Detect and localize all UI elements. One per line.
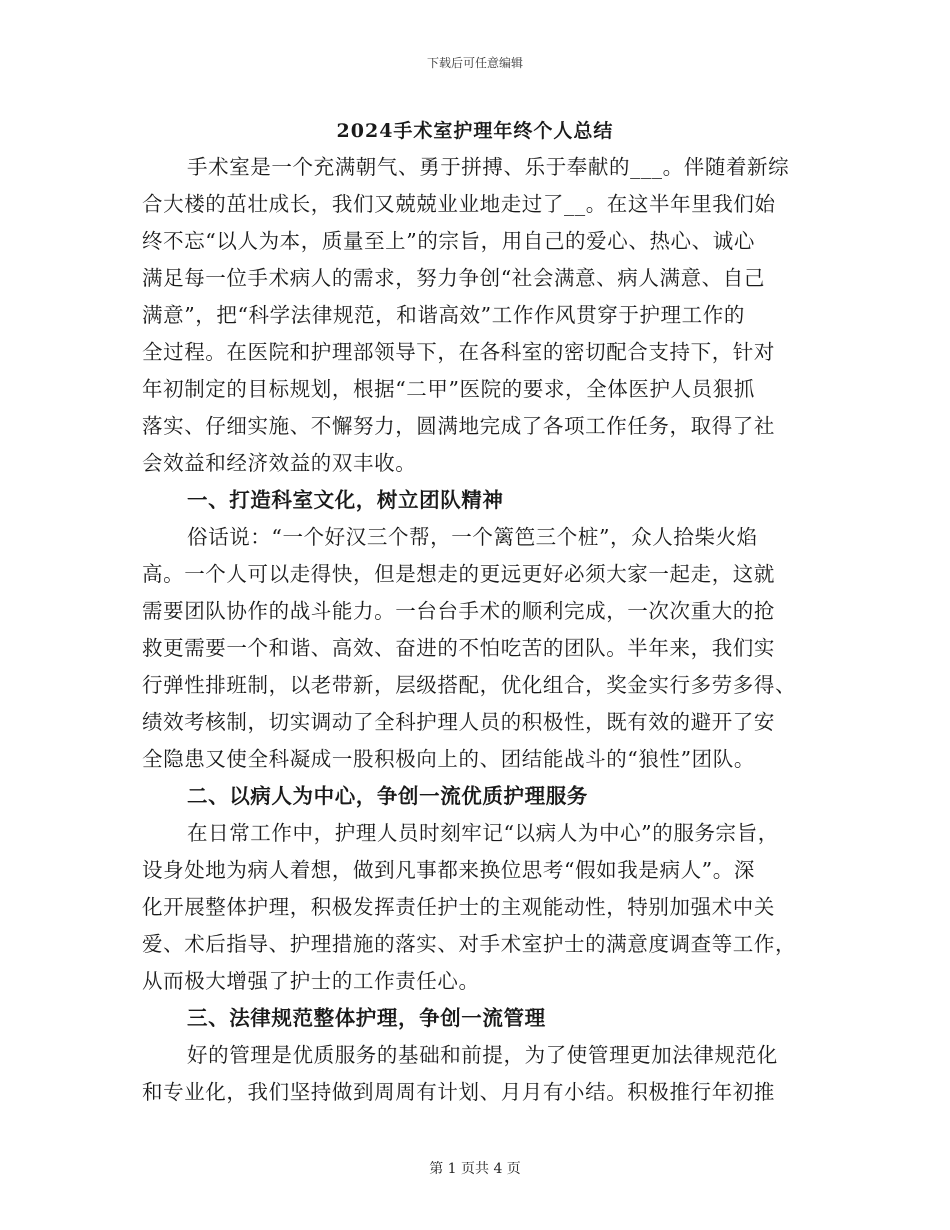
section-heading: 二、以病人为中心，争创一流优质护理服务 (187, 784, 588, 808)
body-text-line: 满意”，把“科学法律规范，和谐高效”工作作风贯穿于护理工作的 (142, 303, 745, 327)
body-text-line: 手术室是一个充满朝气、勇于拼搏、乐于奉献的___。伴随着新综 (187, 155, 790, 179)
body-text-line: 绩效考核制，切实调动了全科护理人员的积极性，既有效的避开了安 (142, 710, 775, 734)
body-text-line: 落实、仔细实施、不懈努力，圆满地完成了各项工作任务，取得了社 (142, 414, 775, 438)
body-text-line: 需要团队协作的战斗能力。一台台手术的顺利完成，一次次重大的抢 (142, 599, 775, 623)
body-text-line: 终不忘“以人为本，质量至上”的宗旨，用自己的爱心、热心、诚心 (142, 229, 755, 253)
body-text-line: 爱、术后指导、护理措施的落实、对手术室护士的满意度调查等工作， (142, 932, 797, 956)
body-text-line: 设身处地为病人着想，做到凡事都来换位思考“假如我是病人”。深 (142, 858, 755, 882)
body-text-line: 全过程。在医院和护理部领导下，在各科室的密切配合支持下，针对 (142, 340, 775, 364)
body-text-line: 合大楼的茁壮成长，我们又兢兢业业地走过了__。在这半年里我们始 (142, 192, 776, 216)
section-heading: 三、法律规范整体护理，争创一流管理 (187, 1006, 546, 1030)
document-title: 2024手术室护理年终个人总结 (336, 120, 614, 142)
body-text-line: 全隐患又使全科凝成一股积极向上的、团结能战斗的“狼性”团队。 (142, 747, 755, 771)
body-text-line: 会效益和经济效益的双丰收。 (142, 451, 417, 475)
body-text-line: 年初制定的目标规划，根据“二甲”医院的要求，全体医护人员狠抓 (142, 377, 755, 401)
page-footer: 第 1 页共 4 页 (429, 1161, 521, 1177)
body-text-line: 在日常工作中，护理人员时刻牢记“以病人为中心”的服务宗旨， (187, 821, 779, 845)
body-text-line: 高。一个人可以走得快，但是想走的更远更好必须大家一起走，这就 (142, 562, 775, 586)
body-text-line: 和专业化，我们坚持做到周周有计划、月月有小结。积极推行年初推 (142, 1080, 775, 1104)
body-text-line: 俗话说：“一个好汉三个帮，一个篱笆三个桩”，众人拾柴火焰 (187, 525, 758, 549)
body-text-line: 行弹性排班制，以老带新，层级搭配，优化组合，奖金实行多劳多得、 (142, 673, 797, 697)
body-text-line: 满足每一位手术病人的需求，努力争创“社会满意、病人满意、自己 (142, 266, 765, 290)
page-header: 下载后可任意编辑 (426, 56, 523, 70)
body-text-line: 救更需要一个和谐、高效、奋进的不怕吃苦的团队。半年来，我们实 (142, 636, 775, 660)
body-text-line: 化开展整体护理，积极发挥责任护士的主观能动性，特别加强术中关 (142, 895, 775, 919)
body-text-line: 好的管理是优质服务的基础和前提，为了使管理更加法律规范化 (187, 1043, 778, 1067)
body-text-line: 从而极大增强了护士的工作责任心。 (142, 969, 480, 993)
section-heading: 一、打造科室文化，树立团队精神 (187, 488, 504, 512)
document-body (142, 149, 807, 1111)
